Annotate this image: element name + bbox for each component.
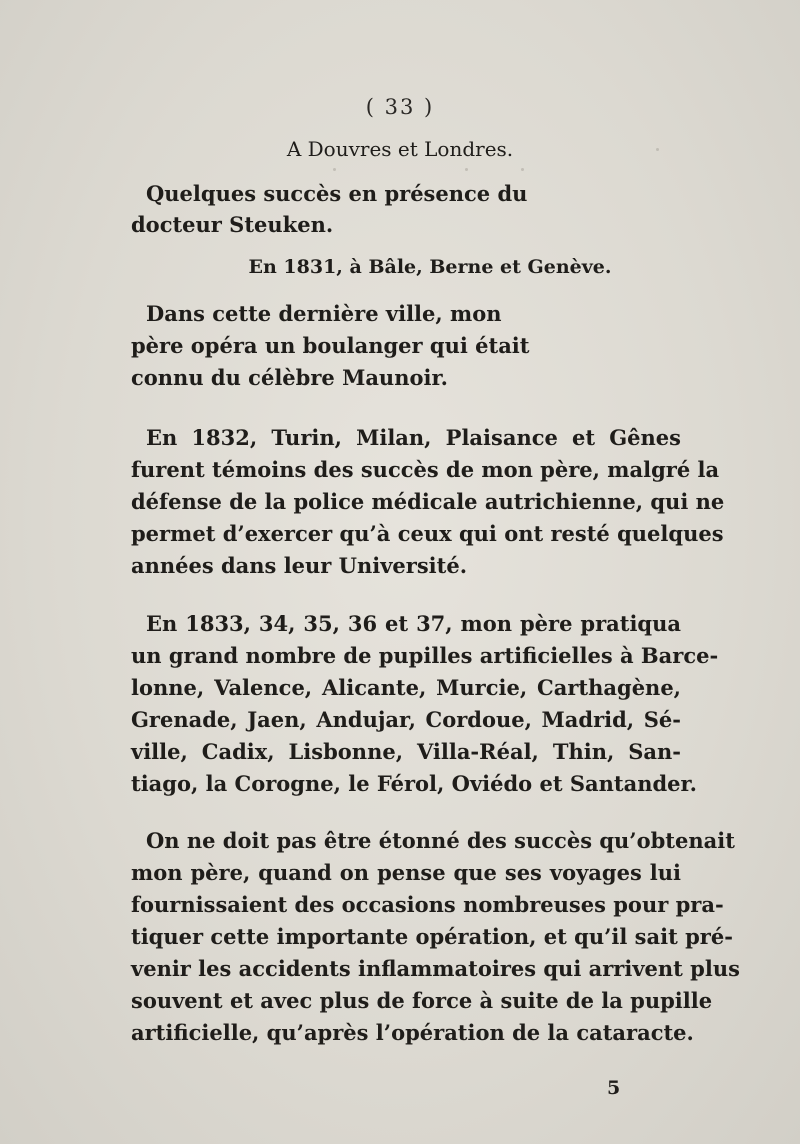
paragraph-1832-line-3: défense de la police médicale autrichienne, qui ne <box>131 489 725 514</box>
paragraph-1833-line-3: lonne, Valence, Alicante, Murcie, Carthagène, <box>131 675 681 700</box>
paragraph-conclusion-line-2: mon père, quand on pense que ses voyages lui <box>131 860 681 885</box>
page-number: ( 33 ) <box>365 95 435 119</box>
paragraph-geneve-line-2: père opéra un boulanger qui était <box>131 333 530 358</box>
paragraph-1832-line-5: années dans leur Université. <box>131 553 468 578</box>
signature-mark: 5 <box>607 1077 621 1099</box>
paragraph-conclusion-line-4: tiquer cette importante opération, et qu’il sait pré- <box>131 924 733 949</box>
paragraph-1833-line-4: Grenade, Jaen, Andujar, Cordoue, Madrid, Sé- <box>131 707 681 732</box>
paragraph-conclusion-line-5: venir les accidents inflammatoires qui arrivent plus <box>131 956 740 981</box>
paragraph-1832-line-2: furent témoins des succès de mon père, malgré la <box>131 457 720 482</box>
paper-speck <box>521 168 524 171</box>
paragraph-1833-line-6: tiago, la Corogne, le Férol, Oviédo et Santander. <box>131 771 697 796</box>
paragraph-conclusion-line-1: On ne doit pas être étonné des succès qu’obtenait <box>146 828 735 853</box>
paper-speck <box>656 148 659 151</box>
paragraph-conclusion-line-7: artificielle, qu’après l’opération de la cataracte. <box>131 1020 694 1045</box>
paragraph-geneve-line-1: Dans cette dernière ville, mon <box>146 301 502 326</box>
paragraph-1832-line-1: En 1832, Turin, Milan, Plaisance et Gênes <box>146 425 681 450</box>
paragraph-1832-line-4: permet d’exercer qu’à ceux qui ont resté quelques <box>131 521 724 546</box>
section-heading-1831: En 1831, à Bâle, Berne et Genève. <box>248 256 612 278</box>
section-heading-douvres: A Douvres et Londres. <box>286 137 514 161</box>
text-line: Quelques succès en présence du <box>146 181 528 206</box>
paper-speck <box>333 168 336 171</box>
paragraph-1833-line-2: un grand nombre de pupilles artificielles à Barce- <box>131 643 719 668</box>
paragraph-conclusion-line-3: fournissaient des occasions nombreuses pour pra- <box>131 892 724 917</box>
paragraph-conclusion-line-6: souvent et avec plus de force à suite de la pupille <box>131 988 713 1013</box>
paragraph-1833-line-5: ville, Cadix, Lisbonne, Villa-Réal, Thin, San- <box>131 739 681 764</box>
paragraph-1833-line-1: En 1833, 34, 35, 36 et 37, mon père pratiqua <box>146 611 681 636</box>
text-line: docteur Steuken. <box>131 212 334 237</box>
paragraph-geneve-line-3: connu du célèbre Maunoir. <box>131 365 448 390</box>
paper-speck <box>465 168 468 171</box>
